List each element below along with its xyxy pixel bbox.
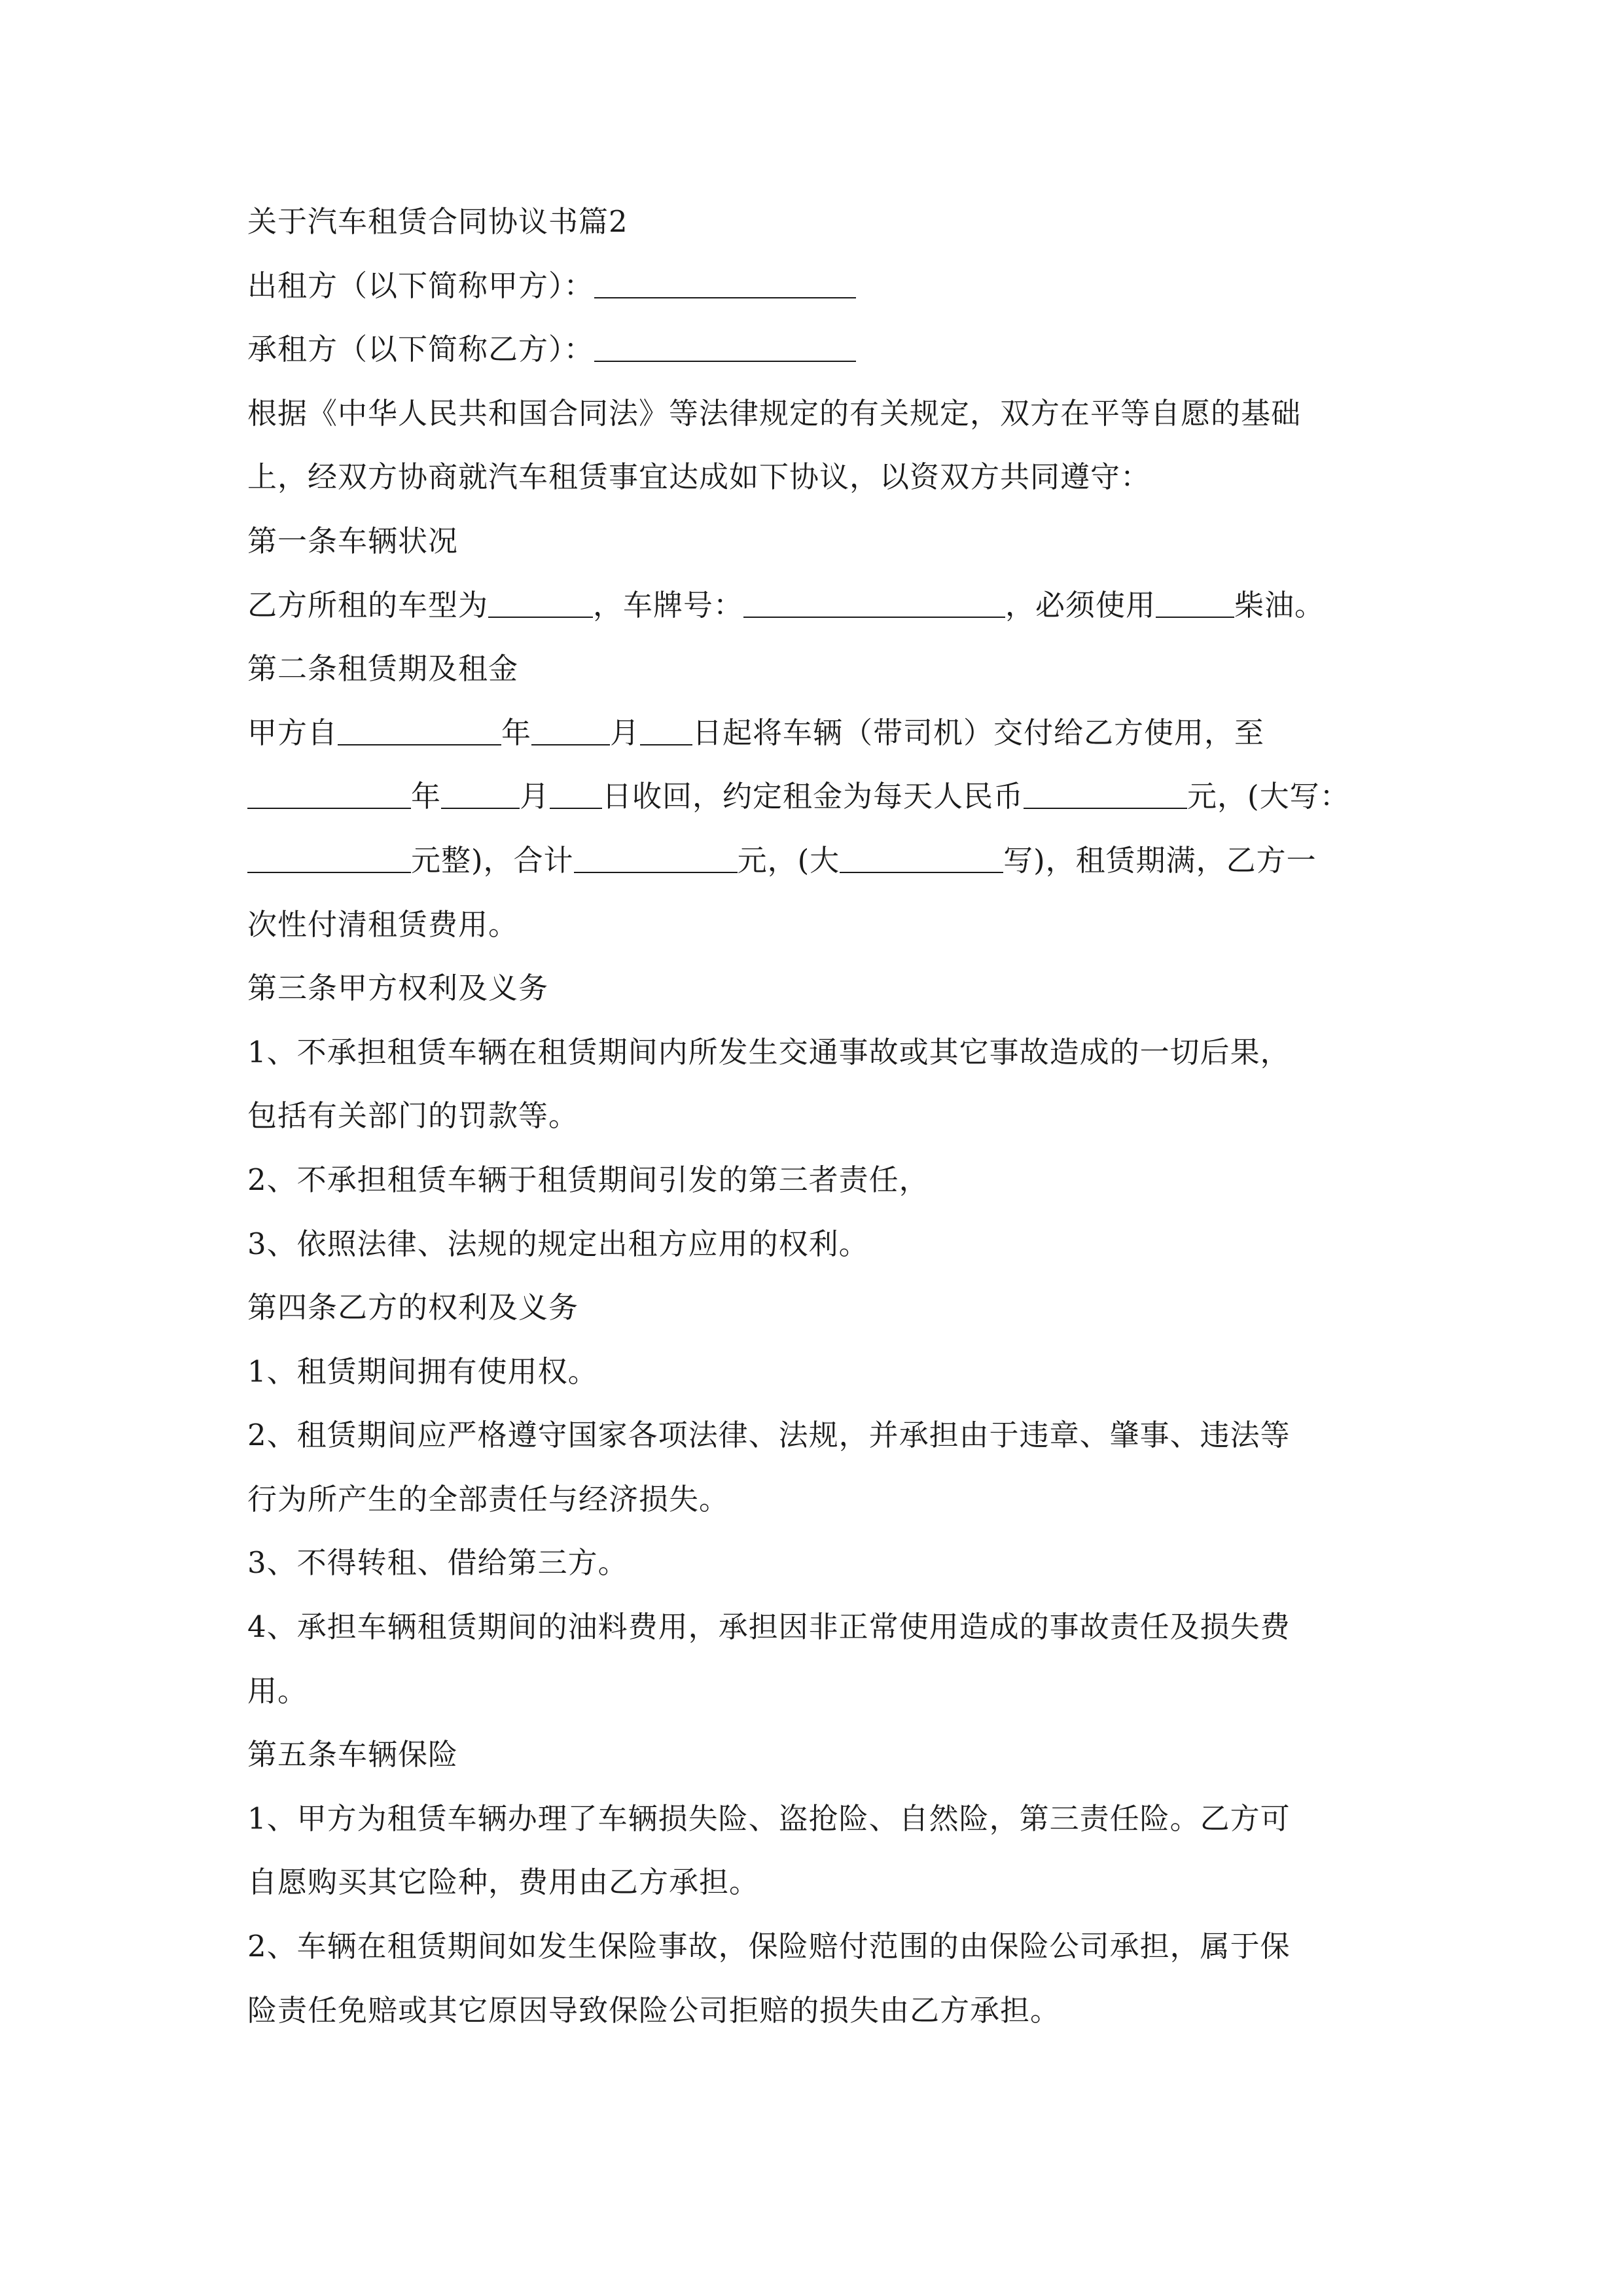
article-3-item-1-line-1: 1、不承担租赁车辆在租赁期间内所发生交通事故或其它事故造成的一切后果， [247, 1034, 1291, 1069]
intro-paragraph-line-1: 根据《中华人民共和国合同法》等法律规定的有关规定，双方在平等自愿的基础 [247, 395, 1302, 431]
art2-l1-c: 月 [610, 715, 641, 750]
start-year-blank[interactable] [338, 718, 501, 745]
article-2-line-4: 次性付清租赁费用。 [247, 906, 519, 942]
article-5-item-1-line-1: 1、甲方为租赁车辆办理了车辆损失险、盗抢险、自然险，第三责任险。乙方可 [247, 1801, 1291, 1836]
art1-text-a: 乙方所租的车型为 [247, 587, 489, 622]
article-4-item-4-line-2: 用。 [247, 1673, 308, 1708]
start-day-blank[interactable] [640, 718, 692, 745]
document-body [247, 190, 1386, 2042]
article-3-title: 第三条甲方权利及义务 [247, 971, 549, 1006]
article-1-title: 第一条车辆状况 [247, 523, 459, 558]
end-month-blank[interactable] [441, 781, 520, 809]
intro-paragraph-line-2: 上，经双方协商就汽车租赁事宜达成如下协议，以资双方共同遵守： [247, 459, 1151, 495]
daily-rent-blank[interactable] [1024, 781, 1187, 809]
article-5-item-2-line-1: 2、车辆在租赁期间如发生保险事故，保险赔付范围的由保险公司承担，属于保 [247, 1929, 1291, 1964]
art2-l1-d: 日起将车辆（带司机）交付给乙方使用，至 [692, 715, 1265, 750]
article-4-title: 第四条乙方的权利及义务 [247, 1290, 579, 1325]
art2-l3-a: 元整)，合计 [411, 842, 574, 878]
article-3-item-1-line-2: 包括有关部门的罚款等。 [247, 1098, 579, 1134]
lessor-blank[interactable] [594, 271, 856, 298]
article-2-line-2 [247, 764, 1386, 829]
vehicle-model-blank[interactable] [488, 590, 593, 618]
lessor-line [247, 254, 1386, 318]
article-5-item-2-line-2: 险责任免赔或其它原因导致保险公司拒赔的损失由乙方承担。 [247, 1992, 1061, 2028]
article-1-vehicle-line [247, 573, 1386, 637]
art1-text-b: ，车牌号： [593, 587, 744, 622]
article-4-item-2-line-1: 2、租赁期间应严格遵守国家各项法律、法规，并承担由于违章、肇事、违法等 [247, 1418, 1291, 1453]
article-2-title: 第二条租赁期及租金 [247, 651, 519, 687]
article-4-item-1: 1、租赁期间拥有使用权。 [247, 1354, 598, 1389]
art2-l2-b: 月 [520, 779, 550, 814]
daily-rent-uppercase-blank[interactable] [247, 846, 411, 873]
plate-number-blank[interactable] [743, 590, 1005, 618]
art2-l1-a: 甲方自 [247, 715, 338, 750]
art2-l2-d: 元，(大写： [1187, 779, 1350, 814]
article-4-item-4-line-1: 4、承担车辆租赁期间的油料费用，承担因非正常使用造成的事故责任及损失费 [247, 1609, 1291, 1645]
art1-text-d: 柴油。 [1234, 587, 1325, 622]
article-5-title: 第五条车辆保险 [247, 1737, 459, 1772]
article-5-item-1-line-2: 自愿购买其它险种，费用由乙方承担。 [247, 1865, 760, 1900]
art2-l3-b: 元，(大 [737, 842, 840, 878]
fuel-type-blank[interactable] [1156, 590, 1234, 618]
lessor-label: 出租方（以下简称甲方）： [247, 268, 594, 303]
start-month-blank[interactable] [531, 718, 610, 745]
art2-l1-b: 年 [501, 715, 532, 750]
art1-text-c: ，必须使用 [1005, 587, 1156, 622]
article-3-item-3: 3、依照法律、法规的规定出租方应用的权利。 [247, 1226, 869, 1261]
article-3-item-2: 2、不承担租赁车辆于租赁期间引发的第三者责任， [247, 1162, 929, 1197]
article-4-item-3: 3、不得转租、借给第三方。 [247, 1545, 628, 1581]
article-4-item-2-line-2: 行为所产生的全部责任与经济损失。 [247, 1481, 730, 1516]
total-amount-blank[interactable] [574, 846, 738, 873]
art2-l2-c: 日收回，约定租金为每天人民币 [602, 779, 1024, 814]
total-uppercase-blank[interactable] [840, 846, 1003, 873]
article-2-line-1 [247, 701, 1386, 765]
art2-l2-a: 年 [411, 779, 442, 814]
lessee-blank[interactable] [594, 334, 856, 362]
end-day-blank[interactable] [550, 781, 602, 809]
art2-l3-c: 写)，租赁期满，乙方一 [1003, 842, 1317, 878]
end-year-blank[interactable] [247, 781, 411, 809]
document-title: 关于汽车租赁合同协议书篇2 [247, 204, 628, 239]
article-2-line-3 [247, 829, 1386, 893]
lessee-line [247, 317, 1386, 382]
lessee-label: 承租方（以下简称乙方）： [247, 332, 594, 367]
